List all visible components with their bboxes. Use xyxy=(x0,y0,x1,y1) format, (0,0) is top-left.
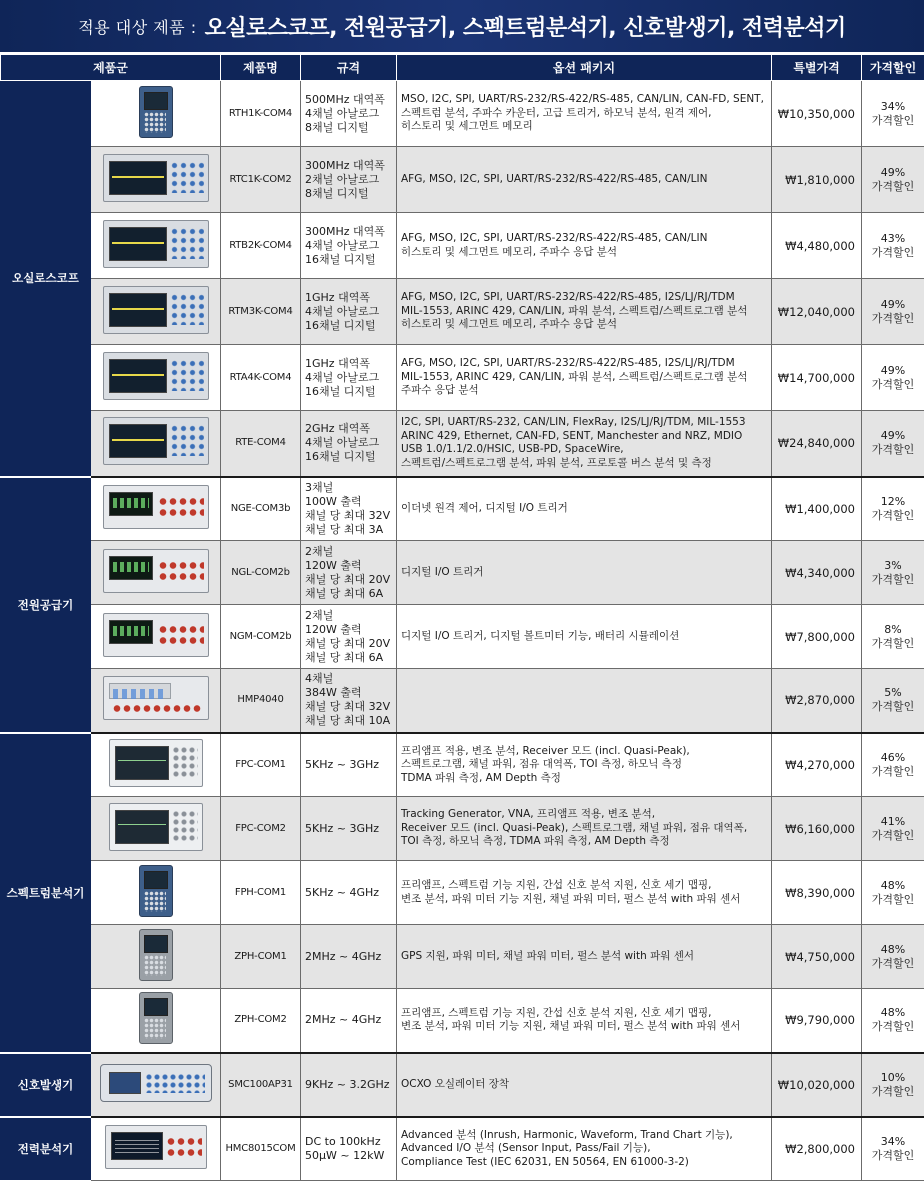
options-cell: 디지털 I/O 트리거, 디지털 볼트미터 기능, 배터리 시뮬레이션 xyxy=(397,605,772,669)
spec-cell: DC to 100kHz 50μW ~ 12kW xyxy=(301,1117,397,1181)
group-signal-generator: 신호발생기 xyxy=(1,1053,91,1117)
model-cell: ZPH-COM1 xyxy=(221,925,301,989)
handheld-spectrum-analyzer-image xyxy=(139,865,173,917)
spec-cell: 5KHz ~ 3GHz xyxy=(301,797,397,861)
options-cell: 이더넷 원격 제어, 디지털 I/O 트리거 xyxy=(397,477,772,541)
table-row xyxy=(1,147,924,213)
table-row xyxy=(1,541,924,605)
col-header-group: 제품군 xyxy=(1,55,221,81)
options-cell: AFG, MSO, I2C, SPI, UART/RS-232/RS-422/RS-485, I2S/LJ/RJ/TDM MIL-1553, ARINC 429, CAN/LIN, 파워 분석, 스펙트럼/스펙트로그램 분석 히스토리 및 세그먼트 메모리, 주파수 응답 분석 xyxy=(397,279,772,345)
table-row xyxy=(1,989,924,1053)
spec-cell: 2MHz ~ 4GHz xyxy=(301,989,397,1053)
spec-cell: 2MHz ~ 4GHz xyxy=(301,925,397,989)
table-row xyxy=(1,411,924,477)
product-image xyxy=(91,81,221,147)
power-supply-image xyxy=(103,485,209,529)
col-header-spec: 규격 xyxy=(301,55,397,81)
options-cell xyxy=(397,669,772,733)
options-cell: AFG, MSO, I2C, SPI, UART/RS-232/RS-422/RS-485, CAN/LIN xyxy=(397,147,772,213)
price-cell: ₩2,870,000 xyxy=(772,669,862,733)
product-image xyxy=(91,669,221,733)
spec-cell: 5KHz ~ 3GHz xyxy=(301,733,397,797)
table-row xyxy=(1,279,924,345)
spectrum-analyzer-image xyxy=(109,739,203,787)
options-cell: OCXO 오실레이터 장착 xyxy=(397,1053,772,1117)
oscilloscope-image xyxy=(103,417,209,465)
price-cell: ₩1,810,000 xyxy=(772,147,862,213)
col-header-discount: 가격할인 xyxy=(862,55,924,81)
col-header-price: 특별가격 xyxy=(772,55,862,81)
spec-cell: 300MHz 대역폭 2채널 아날로그 8채널 디지털 xyxy=(301,147,397,213)
product-image xyxy=(91,345,221,411)
spec-cell: 2채널 120W 출력 채널 당 최대 20V 채널 당 최대 6A xyxy=(301,605,397,669)
signal-generator-image xyxy=(100,1064,212,1102)
price-cell: ₩12,040,000 xyxy=(772,279,862,345)
discount-cell: 48% 가격할인 xyxy=(862,925,924,989)
table-row xyxy=(1,213,924,279)
spec-cell: 3채널 100W 출력 채널 당 최대 32V 채널 당 최대 3A xyxy=(301,477,397,541)
table-row xyxy=(1,1053,924,1117)
product-image xyxy=(91,605,221,669)
price-table xyxy=(0,54,924,1182)
table-row xyxy=(1,81,924,147)
product-image xyxy=(91,477,221,541)
model-cell: SMC100AP31 xyxy=(221,1053,301,1117)
discount-cell: 48% 가격할인 xyxy=(862,861,924,925)
discount-cell: 49% 가격할인 xyxy=(862,147,924,213)
discount-cell: 5% 가격할인 xyxy=(862,669,924,733)
spec-cell: 5KHz ~ 4GHz xyxy=(301,861,397,925)
power-supply-image xyxy=(103,549,209,593)
oscilloscope-image xyxy=(103,286,209,334)
product-image xyxy=(91,147,221,213)
model-cell: RTH1K-COM4 xyxy=(221,81,301,147)
options-cell: AFG, MSO, I2C, SPI, UART/RS-232/RS-422/RS-485, CAN/LIN 히스토리 및 세그먼트 메모리, 주파수 응답 분석 xyxy=(397,213,772,279)
price-cell: ₩6,160,000 xyxy=(772,797,862,861)
product-image xyxy=(91,541,221,605)
oscilloscope-image xyxy=(103,352,209,400)
discount-cell: 49% 가격할인 xyxy=(862,411,924,477)
options-cell: I2C, SPI, UART/RS-232, CAN/LIN, FlexRay, I2S/LJ/RJ/TDM, MIL-1553 ARINC 429, Ethernet, CAN-FD, SENT, Manchester and NRZ, MDIO USB 1.0/1.1/2.0/HSIC, USB-PD, SpaceWire, 스펙트럼/스펙트로그램 분석, 파워 분석, 프로토콜 버스 분석 및 측정 xyxy=(397,411,772,477)
page-header xyxy=(0,0,924,52)
discount-cell: 34% 가격할인 xyxy=(862,1117,924,1181)
price-cell: ₩4,480,000 xyxy=(772,213,862,279)
model-cell: HMP4040 xyxy=(221,669,301,733)
price-cell: ₩8,390,000 xyxy=(772,861,862,925)
spec-cell: 300MHz 대역폭 4채널 아날로그 16채널 디지털 xyxy=(301,213,397,279)
header-prefix: 적용 대상 제품 : xyxy=(78,17,197,37)
spec-cell: 9KHz ~ 3.2GHz xyxy=(301,1053,397,1117)
product-image xyxy=(91,861,221,925)
model-cell: RTM3K-COM4 xyxy=(221,279,301,345)
options-cell: AFG, MSO, I2C, SPI, UART/RS-232/RS-422/RS-485, I2S/LJ/RJ/TDM MIL-1553, ARINC 429, CAN/LIN, 파워 분석, 스펙트럼/스펙트로그램 분석 주파수 응답 분석 xyxy=(397,345,772,411)
spectrum-analyzer-image xyxy=(109,803,203,851)
model-cell: RTB2K-COM4 xyxy=(221,213,301,279)
table-row xyxy=(1,477,924,541)
header-products: 오실로스코프, 전원공급기, 스펙트럼분석기, 신호발생기, 전력분석기 xyxy=(204,15,846,41)
product-image xyxy=(91,1117,221,1181)
model-cell: RTE-COM4 xyxy=(221,411,301,477)
product-image xyxy=(91,213,221,279)
col-header-model: 제품명 xyxy=(221,55,301,81)
discount-cell: 41% 가격할인 xyxy=(862,797,924,861)
price-cell: ₩1,400,000 xyxy=(772,477,862,541)
options-cell: GPS 지원, 파워 미터, 채널 파워 미터, 펄스 분석 with 파워 센서 xyxy=(397,925,772,989)
discount-cell: 49% 가격할인 xyxy=(862,279,924,345)
product-image xyxy=(91,797,221,861)
model-cell: HMC8015COM xyxy=(221,1117,301,1181)
product-image xyxy=(91,411,221,477)
table-row xyxy=(1,733,924,797)
model-cell: NGL-COM2b xyxy=(221,541,301,605)
power-supply-image xyxy=(103,676,209,720)
price-cell: ₩10,020,000 xyxy=(772,1053,862,1117)
discount-cell: 10% 가격할인 xyxy=(862,1053,924,1117)
options-cell: 디지털 I/O 트리거 xyxy=(397,541,772,605)
handheld-spectrum-analyzer-image xyxy=(139,929,173,981)
product-image xyxy=(91,733,221,797)
group-spectrum-analyzer: 스펙트럼분석기 xyxy=(1,733,91,1053)
price-cell: ₩4,750,000 xyxy=(772,925,862,989)
spec-cell: 500MHz 대역폭 4채널 아날로그 8채널 디지털 xyxy=(301,81,397,147)
price-cell: ₩10,350,000 xyxy=(772,81,862,147)
oscilloscope-image xyxy=(103,154,209,202)
price-cell: ₩9,790,000 xyxy=(772,989,862,1053)
price-cell: ₩2,800,000 xyxy=(772,1117,862,1181)
price-cell: ₩24,840,000 xyxy=(772,411,862,477)
table-row xyxy=(1,345,924,411)
table-row xyxy=(1,669,924,733)
product-image xyxy=(91,925,221,989)
table-row xyxy=(1,605,924,669)
discount-cell: 46% 가격할인 xyxy=(862,733,924,797)
options-cell: 프리앰프, 스펙트럼 기능 지원, 간섭 신호 분석 지원, 신호 세기 맵핑, 변조 분석, 파워 미터 기능 지원, 채널 파워 미터, 펄스 분석 with 파워 센서 xyxy=(397,989,772,1053)
product-image xyxy=(91,989,221,1053)
group-power-analyzer: 전력분석기 xyxy=(1,1117,91,1181)
table-row xyxy=(1,861,924,925)
price-cell: ₩4,340,000 xyxy=(772,541,862,605)
handheld-oscilloscope-image xyxy=(139,86,173,138)
group-power-supply: 전원공급기 xyxy=(1,477,91,733)
options-cell: Tracking Generator, VNA, 프리앰프 적용, 변조 분석, Receiver 모드 (incl. Quasi-Peak), 스펙트로그램, 채널 파워, 점유 대역폭, TOI 측정, 하모닉 측정, TDMA 파워 측정, AM Depth 측정 xyxy=(397,797,772,861)
model-cell: FPC-COM2 xyxy=(221,797,301,861)
handheld-spectrum-analyzer-image xyxy=(139,992,173,1044)
discount-cell: 43% 가격할인 xyxy=(862,213,924,279)
model-cell: NGE-COM3b xyxy=(221,477,301,541)
model-cell: FPC-COM1 xyxy=(221,733,301,797)
spec-cell: 2GHz 대역폭 4채널 아날로그 16채널 디지털 xyxy=(301,411,397,477)
model-cell: RTA4K-COM4 xyxy=(221,345,301,411)
spec-cell: 2채널 120W 출력 채널 당 최대 20V 채널 당 최대 6A xyxy=(301,541,397,605)
model-cell: NGM-COM2b xyxy=(221,605,301,669)
discount-cell: 49% 가격할인 xyxy=(862,345,924,411)
table-header-row xyxy=(1,55,924,81)
discount-cell: 48% 가격할인 xyxy=(862,989,924,1053)
price-cell: ₩14,700,000 xyxy=(772,345,862,411)
model-cell: FPH-COM1 xyxy=(221,861,301,925)
options-cell: 프리앰프, 스펙트럼 기능 지원, 간섭 신호 분석 지원, 신호 세기 맵핑, 변조 분석, 파워 미터 기능 지원, 채널 파워 미터, 펄스 분석 with 파워 센서 xyxy=(397,861,772,925)
group-oscilloscope: 오실로스코프 xyxy=(1,81,91,477)
power-supply-image xyxy=(103,613,209,657)
product-image xyxy=(91,279,221,345)
options-cell: MSO, I2C, SPI, UART/RS-232/RS-422/RS-485, CAN/LIN, CAN-FD, SENT, 스펙트럼 분석, 주파수 카운터, 고급 트리거, 하모닉 분석, 원격 제어, 히스토리 및 세그먼트 메모리 xyxy=(397,81,772,147)
spec-cell: 4채널 384W 출력 채널 당 최대 32V 채널 당 최대 10A xyxy=(301,669,397,733)
options-cell: 프리앰프 적용, 변조 분석, Receiver 모드 (incl. Quasi-Peak), 스펙트로그램, 채널 파워, 점유 대역폭, TOI 측정, 하모닉 측정 TDMA 파워 측정, AM Depth 측정 xyxy=(397,733,772,797)
table-row xyxy=(1,1117,924,1181)
oscilloscope-image xyxy=(103,220,209,268)
discount-cell: 8% 가격할인 xyxy=(862,605,924,669)
model-cell: RTC1K-COM2 xyxy=(221,147,301,213)
options-cell: Advanced 분석 (Inrush, Harmonic, Waveform, Trand Chart 기능), Advanced I/O 분석 (Sensor Input, Pass/Fail 기능), Compliance Test (IEC 62031, EN 50564, EN 61000-3-2) xyxy=(397,1117,772,1181)
spec-cell: 1GHz 대역폭 4채널 아날로그 16채널 디지털 xyxy=(301,279,397,345)
spec-cell: 1GHz 대역폭 4채널 아날로그 16채널 디지털 xyxy=(301,345,397,411)
price-cell: ₩4,270,000 xyxy=(772,733,862,797)
col-header-options: 옵션 패키지 xyxy=(397,55,772,81)
discount-cell: 12% 가격할인 xyxy=(862,477,924,541)
product-image xyxy=(91,1053,221,1117)
model-cell: ZPH-COM2 xyxy=(221,989,301,1053)
discount-cell: 34% 가격할인 xyxy=(862,81,924,147)
table-row xyxy=(1,925,924,989)
power-analyzer-image xyxy=(105,1125,207,1169)
table-row xyxy=(1,797,924,861)
price-cell: ₩7,800,000 xyxy=(772,605,862,669)
discount-cell: 3% 가격할인 xyxy=(862,541,924,605)
